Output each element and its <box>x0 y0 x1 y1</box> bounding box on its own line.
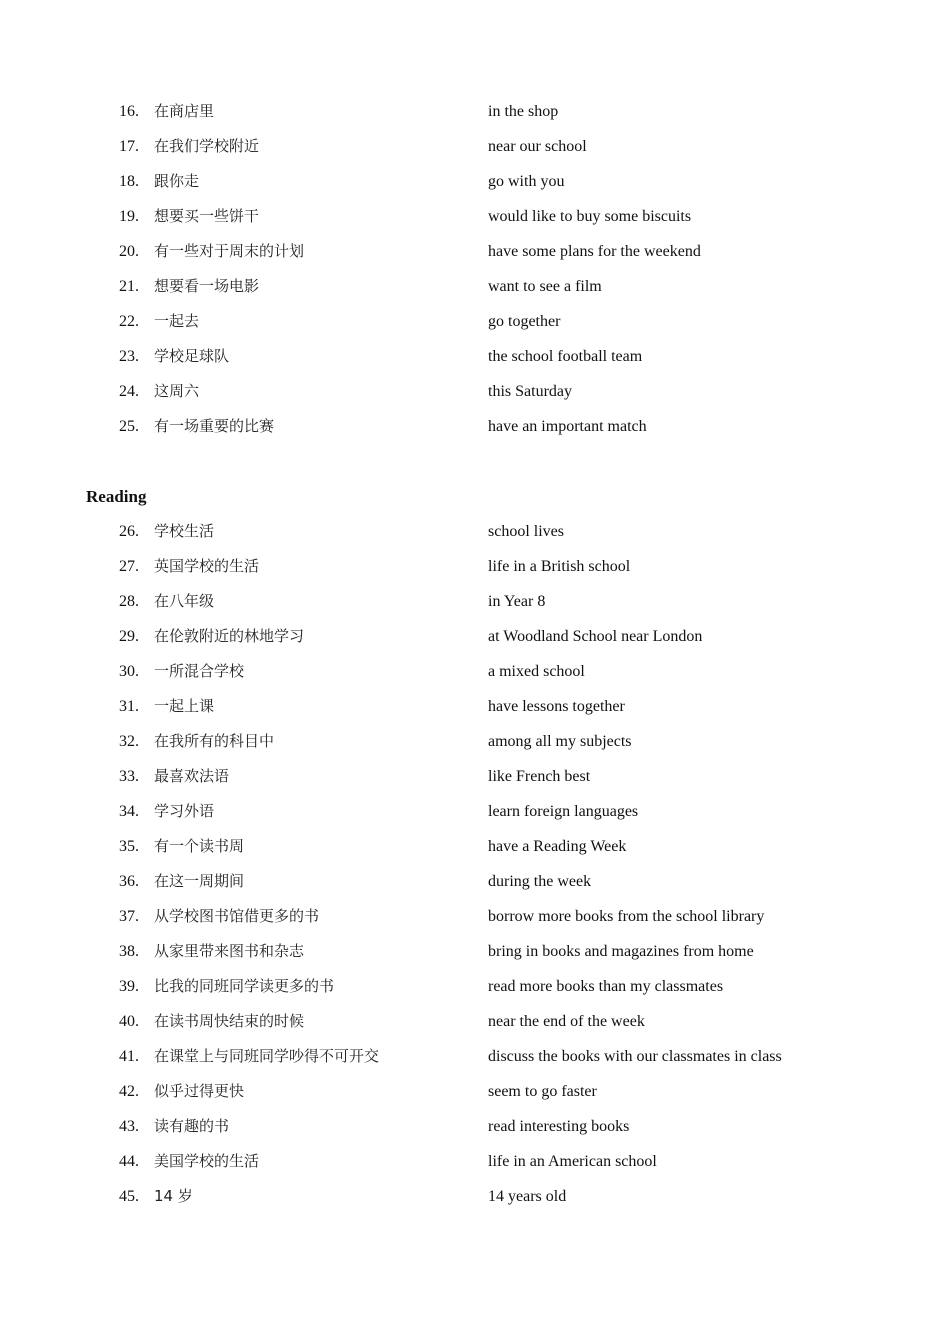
item-number: 22. <box>119 313 139 330</box>
english-phrase: this Saturday <box>488 383 572 400</box>
english-phrase: in Year 8 <box>488 593 546 610</box>
chinese-phrase: 14 岁 <box>154 1187 193 1205</box>
vocabulary-row <box>0 584 950 619</box>
vocabulary-row <box>0 1004 950 1039</box>
item-number: 24. <box>119 383 139 400</box>
item-number: 20. <box>119 243 139 260</box>
english-phrase: 14 years old <box>488 1188 567 1205</box>
vocabulary-row <box>0 689 950 724</box>
english-phrase: go with you <box>488 173 565 190</box>
chinese-phrase: 有一些对于周末的计划 <box>154 242 305 260</box>
item-number: 40. <box>119 1013 139 1030</box>
vocabulary-row <box>0 164 950 199</box>
english-phrase: have lessons together <box>488 698 625 715</box>
vocabulary-row <box>0 94 950 129</box>
chinese-phrase: 在我所有的科目中 <box>154 732 275 750</box>
item-number: 30. <box>119 663 139 680</box>
vocabulary-list <box>0 514 950 1214</box>
vocabulary-row <box>0 374 950 409</box>
chinese-phrase: 有一个读书周 <box>154 837 245 855</box>
item-number: 43. <box>119 1118 139 1135</box>
vocabulary-row <box>0 654 950 689</box>
english-phrase: borrow more books from the school library <box>488 908 765 925</box>
vocabulary-row <box>0 619 950 654</box>
item-number: 33. <box>119 768 139 785</box>
section-heading: Reading <box>86 487 147 506</box>
english-phrase: read interesting books <box>488 1118 630 1135</box>
vocabulary-row <box>0 549 950 584</box>
vocabulary-row <box>0 864 950 899</box>
chinese-phrase: 有一场重要的比赛 <box>154 417 275 435</box>
english-phrase: have a Reading Week <box>488 838 627 855</box>
english-phrase: have an important match <box>488 418 647 435</box>
item-number: 37. <box>119 908 139 925</box>
chinese-phrase: 一起去 <box>154 312 200 330</box>
chinese-phrase: 在伦敦附近的林地学习 <box>154 627 305 645</box>
vocabulary-row <box>0 794 950 829</box>
chinese-phrase: 在我们学校附近 <box>154 137 260 155</box>
english-phrase: read more books than my classmates <box>488 978 724 995</box>
vocabulary-row <box>0 1109 950 1144</box>
chinese-phrase: 从家里带来图书和杂志 <box>154 942 305 960</box>
chinese-phrase: 想要看一场电影 <box>154 277 260 295</box>
chinese-phrase: 在读书周快结束的时候 <box>154 1012 305 1030</box>
chinese-phrase: 一起上课 <box>154 697 215 715</box>
english-phrase: near the end of the week <box>488 1013 645 1030</box>
item-number: 34. <box>119 803 139 820</box>
chinese-phrase: 学习外语 <box>154 802 215 820</box>
chinese-phrase: 读有趣的书 <box>154 1117 230 1135</box>
english-phrase: bring in books and magazines from home <box>488 943 754 960</box>
vocabulary-row <box>0 409 950 444</box>
chinese-phrase: 这周六 <box>154 382 200 400</box>
english-phrase: at Woodland School near London <box>488 628 703 645</box>
item-number: 29. <box>119 628 139 645</box>
chinese-phrase: 似乎过得更快 <box>154 1082 245 1100</box>
item-number: 39. <box>119 978 139 995</box>
english-phrase: during the week <box>488 873 592 890</box>
item-number: 42. <box>119 1083 139 1100</box>
chinese-phrase: 美国学校的生活 <box>154 1152 260 1170</box>
item-number: 44. <box>119 1153 139 1170</box>
english-phrase: would like to buy some biscuits <box>488 208 692 225</box>
chinese-phrase: 学校生活 <box>154 522 215 540</box>
english-phrase: seem to go faster <box>488 1083 597 1100</box>
chinese-phrase: 在八年级 <box>154 592 215 610</box>
item-number: 27. <box>119 558 139 575</box>
chinese-phrase: 从学校图书馆借更多的书 <box>154 907 320 925</box>
vocabulary-row <box>0 1039 950 1074</box>
vocabulary-row <box>0 1179 950 1214</box>
vocabulary-row <box>0 1074 950 1109</box>
item-number: 26. <box>119 523 139 540</box>
item-number: 38. <box>119 943 139 960</box>
vocabulary-row <box>0 969 950 1004</box>
item-number: 23. <box>119 348 139 365</box>
chinese-phrase: 一所混合学校 <box>154 662 245 680</box>
english-phrase: discuss the books with our classmates in class <box>488 1048 782 1065</box>
item-number: 18. <box>119 173 139 190</box>
item-number: 17. <box>119 138 139 155</box>
item-number: 16. <box>119 103 139 120</box>
chinese-phrase: 跟你走 <box>154 172 200 190</box>
chinese-phrase: 英国学校的生活 <box>154 557 260 575</box>
vocabulary-row <box>0 829 950 864</box>
english-phrase: go together <box>488 313 561 330</box>
english-phrase: want to see a film <box>488 278 602 295</box>
english-phrase: learn foreign languages <box>488 803 639 820</box>
english-phrase: life in an American school <box>488 1153 657 1170</box>
vocabulary-row <box>0 304 950 339</box>
item-number: 25. <box>119 418 139 435</box>
item-number: 45. <box>119 1188 139 1205</box>
english-phrase: school lives <box>488 523 564 540</box>
vocabulary-row <box>0 934 950 969</box>
item-number: 31. <box>119 698 139 715</box>
vocabulary-row <box>0 1144 950 1179</box>
english-phrase: in the shop <box>488 103 559 120</box>
english-phrase: near our school <box>488 138 587 155</box>
chinese-phrase: 想要买一些饼干 <box>154 207 260 225</box>
chinese-phrase: 比我的同班同学读更多的书 <box>154 977 335 995</box>
item-number: 19. <box>119 208 139 225</box>
vocabulary-row <box>0 199 950 234</box>
item-number: 36. <box>119 873 139 890</box>
vocabulary-row <box>0 759 950 794</box>
english-phrase: among all my subjects <box>488 733 632 750</box>
vocabulary-row <box>0 269 950 304</box>
vocabulary-row <box>0 724 950 759</box>
chinese-phrase: 在课堂上与同班同学吵得不可开交 <box>154 1047 380 1065</box>
item-number: 21. <box>119 278 139 295</box>
english-phrase: have some plans for the weekend <box>488 243 701 260</box>
chinese-phrase: 最喜欢法语 <box>154 767 230 785</box>
chinese-phrase: 在这一周期间 <box>154 872 245 890</box>
item-number: 41. <box>119 1048 139 1065</box>
english-phrase: like French best <box>488 768 591 785</box>
vocabulary-row <box>0 899 950 934</box>
english-phrase: a mixed school <box>488 663 585 680</box>
item-number: 28. <box>119 593 139 610</box>
english-phrase: life in a British school <box>488 558 631 575</box>
english-phrase: the school football team <box>488 348 643 365</box>
vocabulary-list <box>0 94 950 444</box>
vocabulary-row <box>0 514 950 549</box>
item-number: 35. <box>119 838 139 855</box>
vocabulary-row <box>0 339 950 374</box>
chinese-phrase: 学校足球队 <box>154 347 230 365</box>
vocabulary-row <box>0 129 950 164</box>
chinese-phrase: 在商店里 <box>154 102 215 120</box>
item-number: 32. <box>119 733 139 750</box>
vocabulary-row <box>0 234 950 269</box>
